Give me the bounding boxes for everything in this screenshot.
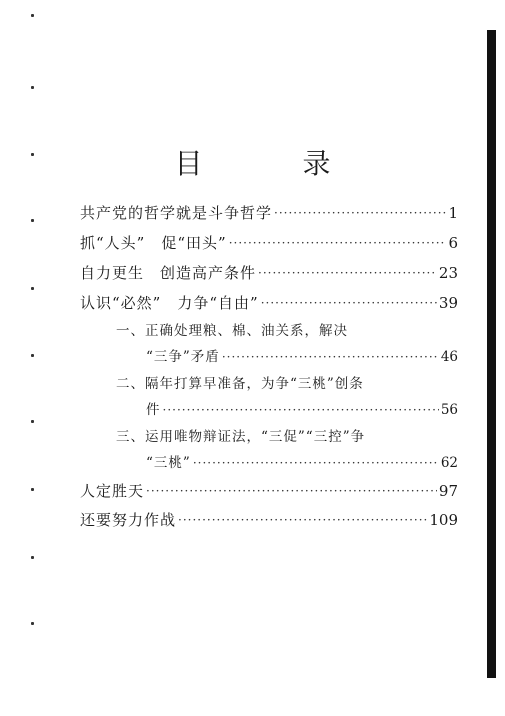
toc-entry-page: 46 [440, 349, 458, 365]
dot-leader [163, 399, 439, 421]
dot-leader [222, 346, 439, 368]
toc-entry-label: 共产党的哲学就是斗争哲学 [80, 204, 273, 222]
toc-entry-page: 56 [440, 402, 458, 418]
toc-entry[interactable] [80, 202, 458, 224]
dot-leader [258, 262, 437, 284]
dot-leader [193, 452, 439, 474]
dot-leader [178, 509, 427, 531]
dot-leader [146, 480, 437, 502]
dot-leader [261, 292, 437, 314]
toc-subentry-label: 三、运用唯物辩证法，“三促”“三控”争 [116, 429, 366, 445]
toc-entry-label: 还要努力作战 [80, 511, 177, 529]
margin-mark [31, 556, 34, 559]
dot-leader [274, 202, 446, 224]
toc-entry-label: 抓“人头” 促“田头” [80, 234, 227, 252]
toc-subentry-continuation[interactable] [146, 399, 458, 421]
toc-subentry-label-cont: “三桃” [146, 455, 191, 471]
toc-entry-page: 62 [440, 455, 458, 471]
toc-entry-label: 人定胜天 [80, 482, 145, 500]
toc-entry-label: 自力更生 创造高产条件 [80, 264, 257, 282]
toc-subentry-label: 一、正确处理粮、棉、油关系，解决 [116, 323, 348, 339]
dot-leader [229, 232, 447, 254]
toc-entry-page: 6 [448, 234, 458, 252]
margin-mark [31, 622, 34, 625]
toc-entry[interactable] [80, 262, 458, 284]
toc-subentry-label: 二、隔年打算早准备，为争“三桃”创条 [116, 376, 364, 392]
page-edge-shadow [487, 30, 496, 678]
toc-entry[interactable] [80, 232, 458, 254]
toc-entry[interactable] [80, 292, 458, 314]
toc-entry[interactable] [80, 480, 458, 502]
toc-entry-label: 认识“必然” 力争“自由” [80, 294, 259, 312]
toc-subentry-continuation[interactable] [146, 452, 458, 474]
toc-subentry[interactable] [116, 320, 458, 342]
toc-subentry-label-cont: “三争”矛盾 [146, 349, 220, 365]
toc-entry-page: 23 [438, 264, 458, 282]
toc-entry-page: 97 [438, 482, 458, 500]
toc-entry-page: 39 [438, 294, 458, 312]
margin-mark [31, 86, 34, 89]
toc-subentry-label-cont: 件 [146, 402, 161, 418]
toc-entry-page: 109 [429, 511, 458, 529]
toc-entry[interactable] [80, 509, 458, 531]
toc-entry-page: 1 [448, 204, 458, 222]
toc-subentry-continuation[interactable] [146, 346, 458, 368]
page-title: 目 录 [174, 147, 367, 180]
margin-mark [31, 287, 34, 290]
margin-mark [31, 488, 34, 491]
toc-subentry[interactable] [116, 373, 458, 395]
margin-mark [31, 219, 34, 222]
margin-mark [31, 420, 34, 423]
margin-mark [31, 14, 34, 17]
margin-mark [31, 354, 34, 357]
toc-subentry[interactable] [116, 426, 458, 448]
